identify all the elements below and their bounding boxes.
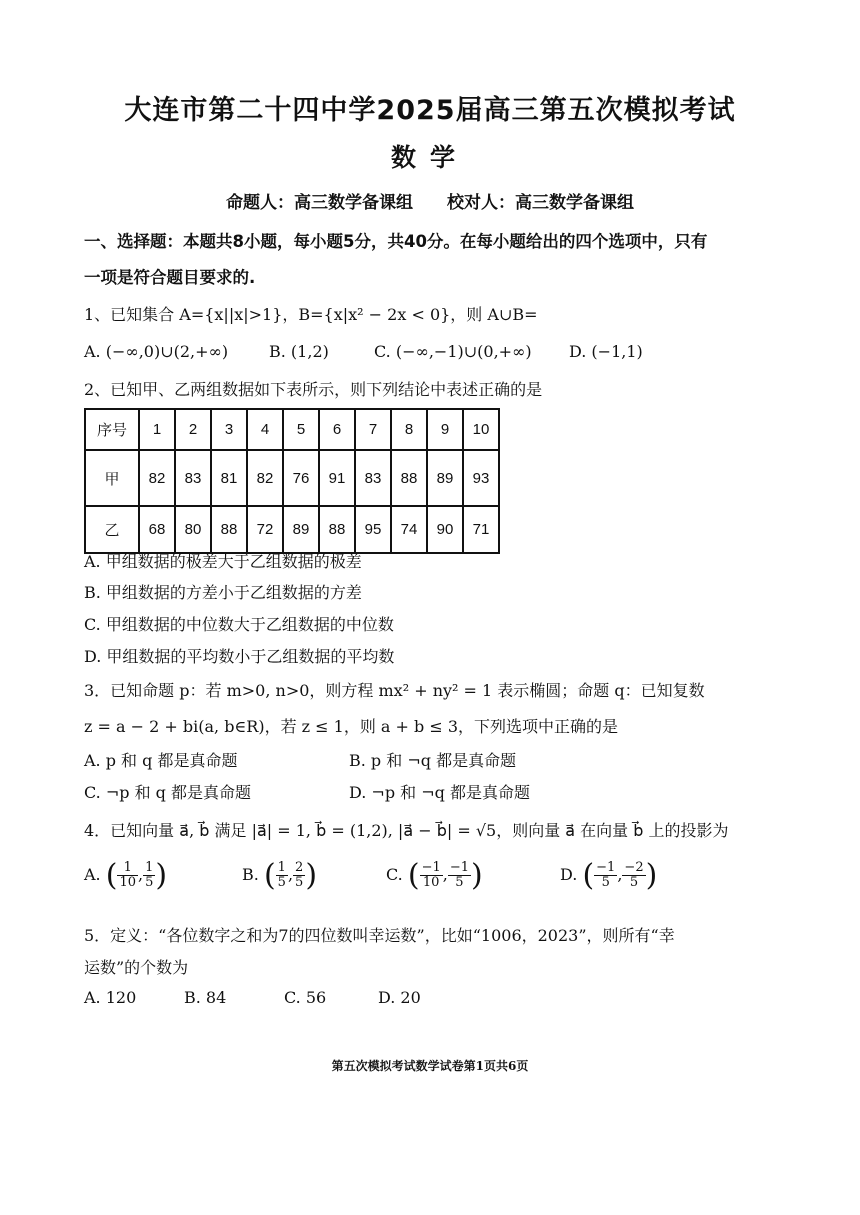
table-cell: 甲 — [85, 450, 139, 506]
q4-option-b: B. ( $\frac{1}{5}$ , $\frac{2}{5}$ ) — [242, 858, 318, 893]
q1-option-c: C. (−∞,−1)∪(0,+∞) — [374, 342, 532, 361]
table-cell: 74 — [391, 506, 427, 553]
table-cell: 68 — [139, 506, 175, 553]
q2-option-c: C. 甲组数据的中位数大于乙组数据的中位数 — [84, 615, 394, 634]
q1-option-b: B. (1,2) — [269, 342, 329, 361]
table-cell: 89 — [283, 506, 319, 553]
q4-option-d: D. ( $\frac{-1}{5}$ , $\frac{-2}{5}$ ) — [560, 858, 658, 893]
frac-num: 2 — [295, 860, 304, 875]
table-cell: 10 — [463, 409, 499, 450]
table-cell: 82 — [139, 450, 175, 506]
q4-option-a-label: A. — [84, 865, 101, 884]
table-cell: 80 — [175, 506, 211, 553]
q3-stem-line1: 3．已知命题 p：若 m>0, n>0，则方程 mx² + ny² = 1 表示椭圆；命题 q：已知复数 — [84, 681, 705, 700]
table-cell: 序号 — [85, 409, 139, 450]
page-footer: 第五次模拟考试数学试卷第1页共6页 — [331, 1059, 529, 1073]
checker-label: 校对人：高三数学备课组 — [446, 193, 634, 213]
table-cell: 88 — [391, 450, 427, 506]
q1-stem: 1、已知集合 A={x||x|>1}，B={x|x² − 2x < 0}，则 A∪B= — [84, 305, 538, 324]
section-heading-line1: 一、选择题：本题共8小题，每小题5分，共40分。在每小题给出的四个选项中，只有 — [84, 232, 708, 251]
q3-stem-line2: z = a − 2 + bi(a, b∈R)，若 z ≤ 1，则 a + b ≤ 3，下列选项中正确的是 — [84, 717, 619, 736]
q2-option-b: B. 甲组数据的方差小于乙组数据的方差 — [84, 583, 362, 602]
q4-stem: 4．已知向量 a⃗, b⃗ 满足 |a⃗| = 1, b⃗ = (1,2), |a⃗ − b⃗| = √5，则向量 a⃗ 在向量 b⃗ 上的投影为 — [84, 821, 729, 840]
table-cell: 82 — [247, 450, 283, 506]
table-cell: 71 — [463, 506, 499, 553]
frac-den: 5 — [455, 875, 464, 890]
table-cell: 76 — [283, 450, 319, 506]
q4-option-c: C. ( $\frac{-1}{10}$ , $\frac{-1}{5}$ ) — [386, 858, 483, 893]
table-cell: 83 — [175, 450, 211, 506]
frac-den: 5 — [277, 875, 286, 890]
frac-den: 10 — [422, 875, 440, 890]
table-cell: 95 — [355, 506, 391, 553]
table-cell: 5 — [283, 409, 319, 450]
table-cell: 1 — [139, 409, 175, 450]
q1-options — [84, 342, 784, 366]
frac-num: −1 — [596, 860, 616, 875]
table-cell: 4 — [247, 409, 283, 450]
table-cell: 90 — [427, 506, 463, 553]
table-cell: 6 — [319, 409, 355, 450]
data-table — [84, 408, 500, 554]
table-cell: 88 — [211, 506, 247, 553]
table-cell: 89 — [427, 450, 463, 506]
q5-stem-line2: 运数”的个数为 — [84, 958, 189, 977]
table-row-jia — [85, 450, 499, 506]
table-row-yi — [85, 506, 499, 553]
table-cell: 7 — [355, 409, 391, 450]
q2-stem: 2、已知甲、乙两组数据如下表所示，则下列结论中表述正确的是 — [84, 380, 543, 399]
q2-option-d: D. 甲组数据的平均数小于乙组数据的平均数 — [84, 647, 395, 666]
table-cell: 93 — [463, 450, 499, 506]
frac-den: 5 — [601, 875, 610, 890]
frac-den: 5 — [629, 875, 639, 890]
subject-title: 数学 — [390, 143, 469, 172]
q5-stem-line1: 5．定义：“各位数字之和为7的四位数叫幸运数”，比如“1006，2023”，则所有“幸 — [84, 926, 675, 945]
q3-options-row1 — [84, 748, 784, 772]
table-cell: 83 — [355, 450, 391, 506]
q3-option-b: B. p 和 ¬q 都是真命题 — [349, 751, 517, 770]
table-header-row — [85, 409, 499, 450]
q2-option-a: A. 甲组数据的极差大于乙组数据的极差 — [84, 552, 362, 571]
frac-den: 5 — [295, 875, 304, 890]
table-cell: 乙 — [85, 506, 139, 553]
q4-option-c-label: C. — [386, 865, 403, 884]
q1-option-d: D. (−1,1) — [569, 342, 643, 361]
table-cell: 91 — [319, 450, 355, 506]
q4-option-d-label: D. — [560, 865, 578, 884]
frac-num: 1 — [277, 860, 286, 875]
q5-option-a: A. 120 — [84, 988, 137, 1007]
exam-title: 大连市第二十四中学2025届高三第五次模拟考试 — [124, 95, 736, 126]
q5-options — [84, 988, 584, 1012]
q3-options-row2 — [84, 780, 784, 804]
q5-option-d: D. 20 — [378, 988, 421, 1007]
table-cell: 81 — [211, 450, 247, 506]
authors-line — [0, 188, 860, 213]
table-cell: 72 — [247, 506, 283, 553]
table-cell: 9 — [427, 409, 463, 450]
q3-option-c: C. ¬p 和 q 都是真命题 — [84, 783, 251, 802]
q4-options — [84, 858, 784, 906]
q5-option-b: B. 84 — [184, 988, 227, 1007]
table-cell: 88 — [319, 506, 355, 553]
q5-option-c: C. 56 — [284, 988, 327, 1007]
frac-num: −1 — [449, 860, 470, 875]
frac-num: 1 — [145, 860, 154, 875]
section-heading-line2: 一项是符合题目要求的. — [84, 268, 256, 287]
table-cell: 8 — [391, 409, 427, 450]
q3-option-d: D. ¬p 和 ¬q 都是真命题 — [349, 783, 530, 802]
frac-den: 5 — [145, 875, 154, 890]
table-cell: 2 — [175, 409, 211, 450]
q3-option-a: A. p 和 q 都是真命题 — [84, 751, 238, 770]
q1-option-a: A. (−∞,0)∪(2,+∞) — [84, 342, 229, 361]
frac-num: 1 — [117, 861, 138, 876]
q4-option-b-label: B. — [242, 865, 259, 884]
frac-num: −2 — [624, 860, 644, 875]
table-cell: 3 — [211, 409, 247, 450]
q4-option-a: A. ( $\frac{1}{10}$ , $\frac{1}{5}$ ) — [84, 858, 168, 893]
setter-label: 命题人：高三数学备课组 — [226, 193, 414, 213]
frac-num: −1 — [421, 860, 441, 875]
frac-den: 10 — [119, 875, 136, 890]
